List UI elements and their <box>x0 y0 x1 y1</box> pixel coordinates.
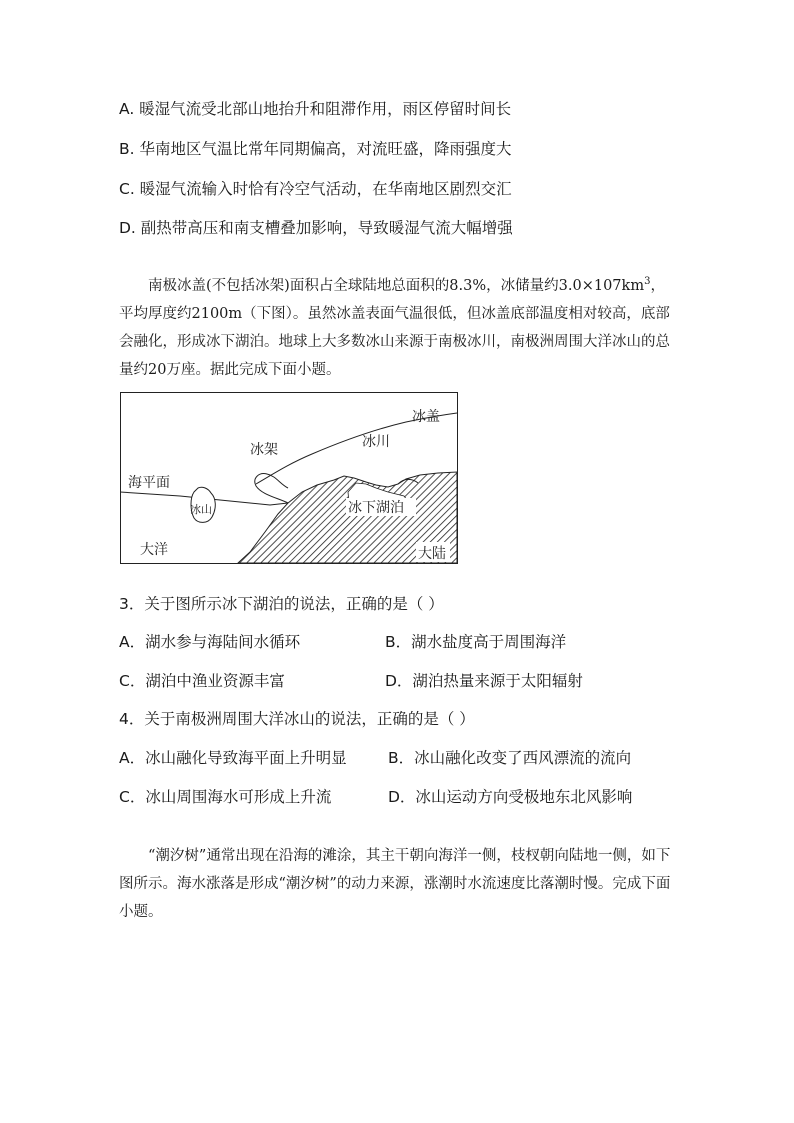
q3-stem: 3．关于图所示冰下湖泊的说法，正确的是（ ） <box>119 595 444 613</box>
ice-sheet-diagram-svg <box>120 392 458 564</box>
passage-tidal-trees-text: “潮汐树”通常出现在沿海的滩涂，其主干朝向海洋一侧，枝杈朝向陆地一侧，如下图所示。海水涨落是形成“潮汐树”的动力来源，涨潮时水流速度比落潮时慢。完成下面小题。 <box>119 848 671 920</box>
label-glacier: 冰川 <box>362 434 390 450</box>
label-sea-level: 海平面 <box>128 475 170 491</box>
passage-antarctic-ice <box>119 268 679 384</box>
passage-tidal-trees <box>119 842 679 926</box>
q3-option-c: C．湖泊中渔业资源丰富 <box>119 672 285 690</box>
label-iceberg: 冰山 <box>190 503 212 516</box>
q3-option-d: D．湖泊热量来源于太阳辐射 <box>385 672 583 690</box>
q4-option-b: B．冰山融化改变了西风漂流的流向 <box>388 749 632 767</box>
q3-option-a: A．湖水参与海陆间水循环 <box>119 633 301 651</box>
passage-antarctic-text-2: ，平均厚度约2100m（下图）。虽然冰盖表面气温很低，但冰盖底部温度相对较高，底部会融化，形成冰下湖泊。地球上大多数冰山来源于南极冰川，南极洲周围大洋冰山的总量约20万座。据此完成下面小题。 <box>119 277 670 378</box>
label-continent: 大陆 <box>418 546 446 562</box>
q4-stem: 4．关于南极洲周围大洋冰山的说法，正确的是（ ） <box>119 710 475 728</box>
label-ocean: 大洋 <box>140 542 168 558</box>
q4-option-a: A．冰山融化导致海平面上升明显 <box>119 749 347 767</box>
q4-option-c: C．冰山周围海水可形成上升流 <box>119 788 332 806</box>
label-ice-cap: 冰盖 <box>412 409 440 425</box>
q2-option-b: B. 华南地区气温比常年同期偏高，对流旺盛，降雨强度大 <box>119 140 512 158</box>
q3-option-b: B．湖水盐度高于周围海洋 <box>385 633 567 651</box>
passage-antarctic-text-1: 南极冰盖(不包括冰架)面积占全球陆地总面积的8.3%，冰储量约3.0×107km <box>148 277 645 294</box>
q2-option-c: C. 暖湿气流输入时恰有冷空气活动，在华南地区剧烈交汇 <box>119 180 512 198</box>
passage-antarctic-superscript: 3 <box>644 276 651 287</box>
q2-option-a: A. 暖湿气流受北部山地抬升和阻滞作用，雨区停留时间长 <box>119 100 512 118</box>
q4-option-d: D．冰山运动方向受极地东北风影响 <box>388 788 633 806</box>
label-subglacial-lake: 冰下湖泊 <box>348 500 404 516</box>
q2-option-d: D. 副热带高压和南支槽叠加影响，导致暖湿气流大幅增强 <box>119 219 513 237</box>
label-ice-shelf: 冰架 <box>250 442 278 458</box>
ice-sheet-diagram <box>120 392 458 564</box>
